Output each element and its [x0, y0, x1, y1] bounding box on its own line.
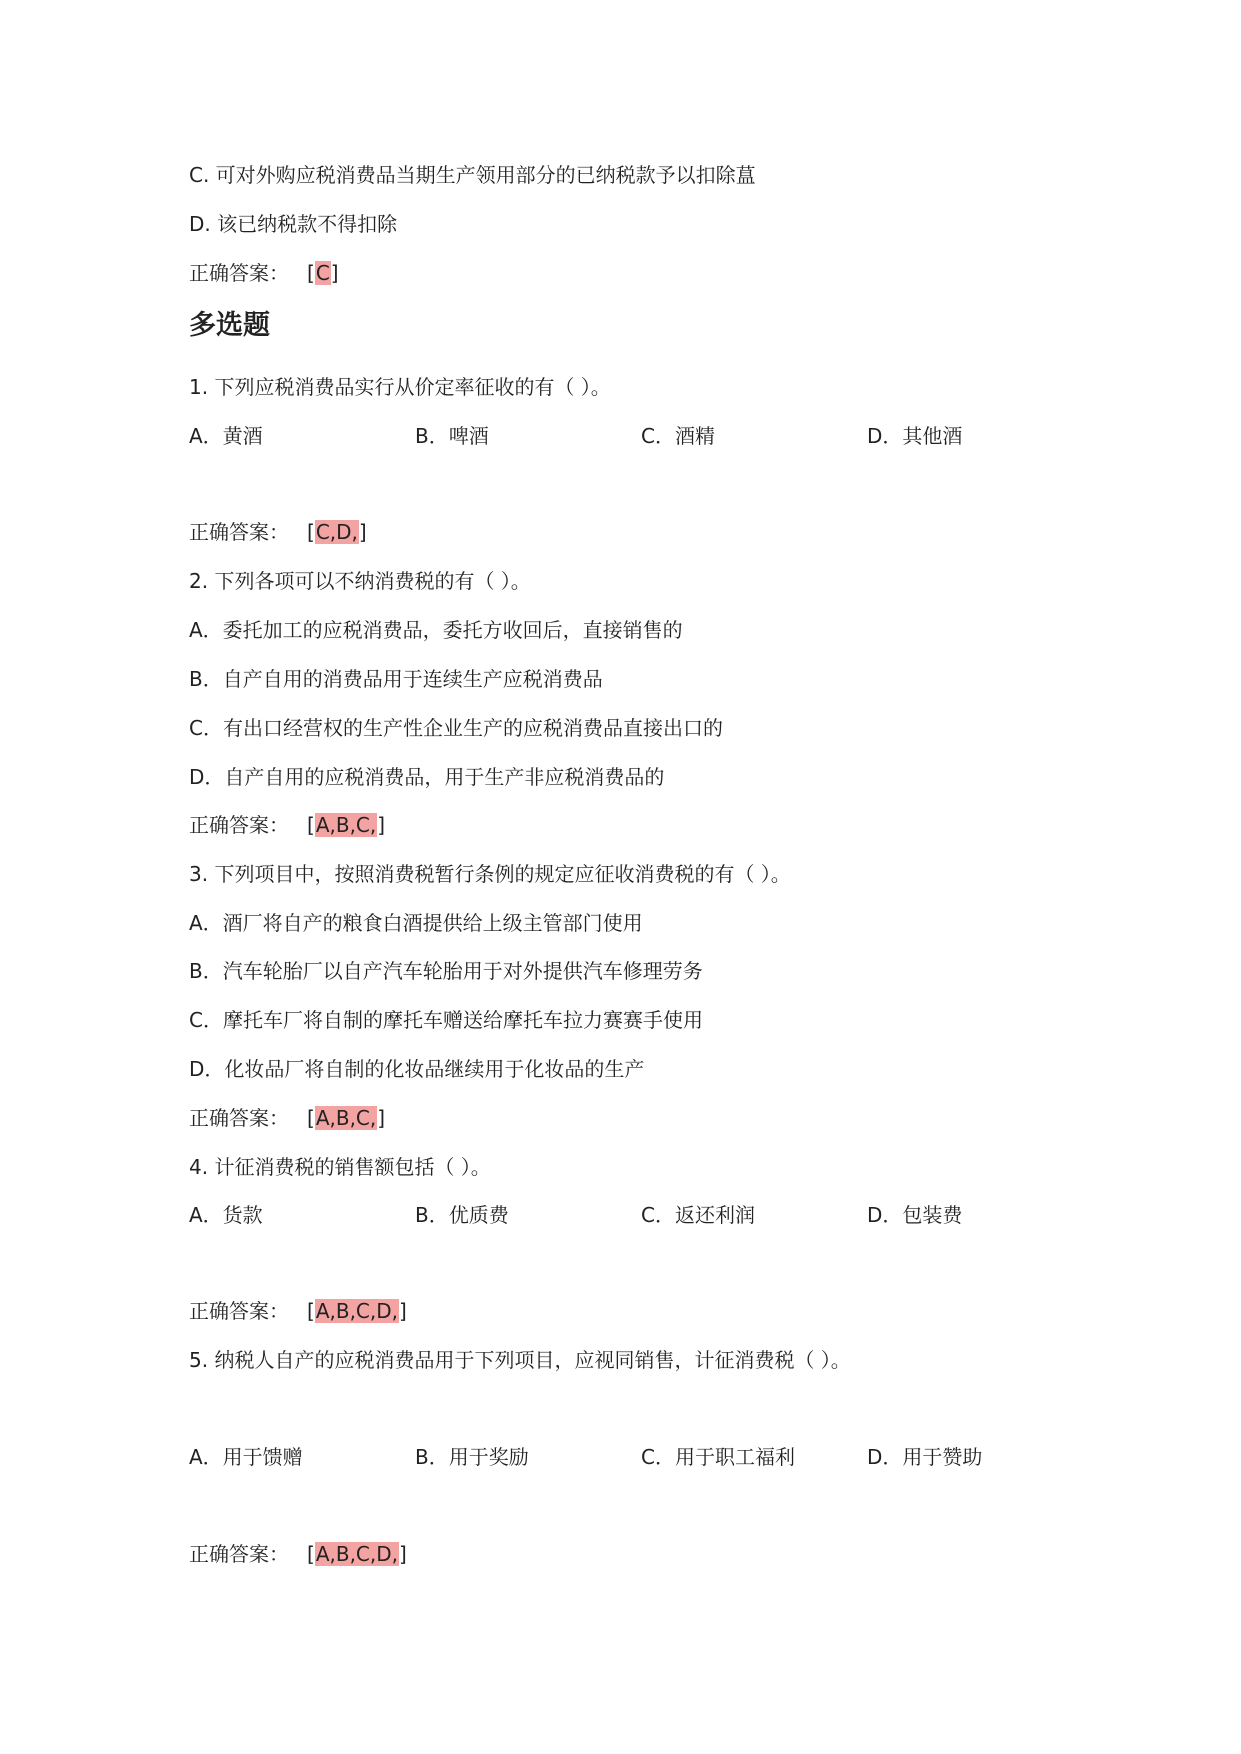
answer-label: 正确答案：	[189, 1106, 289, 1130]
q3-option-c: C．摩托车厂将自制的摩托车赠送给摩托车拉力赛赛手使用	[189, 1008, 703, 1032]
q1-option-a: A．黄酒	[189, 424, 263, 448]
answer-highlight: A,B,C,D,	[315, 1542, 399, 1566]
q5-option-c: C．用于职工福利	[641, 1445, 795, 1469]
q2-option-d: D．自产自用的应税消费品，用于生产非应税消费品的	[189, 765, 665, 789]
q5-option-d: D．用于赞助	[867, 1445, 983, 1469]
q4-option-c: C．返还利润	[641, 1203, 755, 1227]
q2-option-a: A．委托加工的应税消费品，委托方收回后，直接销售的	[189, 618, 683, 642]
q3-option-a: A．酒厂将自产的粮食白酒提供给上级主管部门使用	[189, 911, 643, 935]
q1-stem: 1. 下列应税消费品实行从价定率征收的有（ ）。	[189, 375, 611, 399]
q2-stem: 2. 下列各项可以不纳消费税的有（ ）。	[189, 569, 531, 593]
q3-option-b: B．汽车轮胎厂以自产汽车轮胎用于对外提供汽车修理劳务	[189, 959, 703, 983]
prev-option-c: C. 可对外购应税消费品当期生产领用部分的已纳税款予以扣除蒀	[189, 163, 756, 187]
answer-value: [C]	[307, 261, 339, 285]
answer-label: 正确答案：	[189, 1299, 289, 1323]
q4-answer-row	[189, 1298, 407, 1324]
q1-option-d: D．其他酒	[867, 424, 963, 448]
q4-option-b: B．优质费	[415, 1203, 509, 1227]
answer-label: 正确答案：	[189, 261, 289, 285]
answer-value: [A,B,C,]	[307, 1106, 386, 1130]
q1-option-c: C．酒精	[641, 424, 715, 448]
section-title: 多选题	[189, 310, 270, 341]
answer-label: 正确答案：	[189, 1542, 289, 1566]
q2-option-b: B．自产自用的消费品用于连续生产应税消费品	[189, 667, 603, 691]
answer-highlight: A,B,C,	[315, 813, 377, 837]
q3-stem: 3. 下列项目中，按照消费税暂行条例的规定应征收消费税的有（ ）。	[189, 862, 791, 886]
answer-highlight: C,D,	[315, 520, 358, 544]
answer-highlight: C	[315, 261, 330, 285]
q5-stem: 5. 纳税人自产的应税消费品用于下列项目，应视同销售，计征消费税（ ）。	[189, 1348, 851, 1372]
answer-value: [C,D,]	[307, 520, 367, 544]
q5-option-b: B．用于奖励	[415, 1445, 529, 1469]
q1-option-b: B．啤酒	[415, 424, 489, 448]
q4-option-d: D．包装费	[867, 1203, 963, 1227]
q4-stem: 4. 计征消费税的销售额包括（ ）。	[189, 1155, 491, 1179]
q1-answer-row	[189, 519, 367, 545]
answer-highlight: A,B,C,D,	[315, 1299, 399, 1323]
q5-option-a: A．用于馈赠	[189, 1445, 303, 1469]
answer-label: 正确答案：	[189, 813, 289, 837]
answer-highlight: A,B,C,	[315, 1106, 377, 1130]
q4-option-a: A．货款	[189, 1203, 263, 1227]
q2-answer-row	[189, 812, 385, 838]
answer-value: [A,B,C,]	[307, 813, 386, 837]
q3-answer-row	[189, 1105, 385, 1131]
q5-answer-row	[189, 1541, 407, 1567]
q2-option-c: C．有出口经营权的生产性企业生产的应税消费品直接出口的	[189, 716, 723, 740]
answer-value: [A,B,C,D,]	[307, 1299, 407, 1323]
prev-option-d: D. 该已纳税款不得扣除	[189, 212, 398, 236]
q3-option-d: D．化妆品厂将自制的化妆品继续用于化妆品的生产	[189, 1057, 645, 1081]
answer-label: 正确答案：	[189, 520, 289, 544]
answer-value: [A,B,C,D,]	[307, 1542, 407, 1566]
prev-answer-row	[189, 260, 339, 286]
